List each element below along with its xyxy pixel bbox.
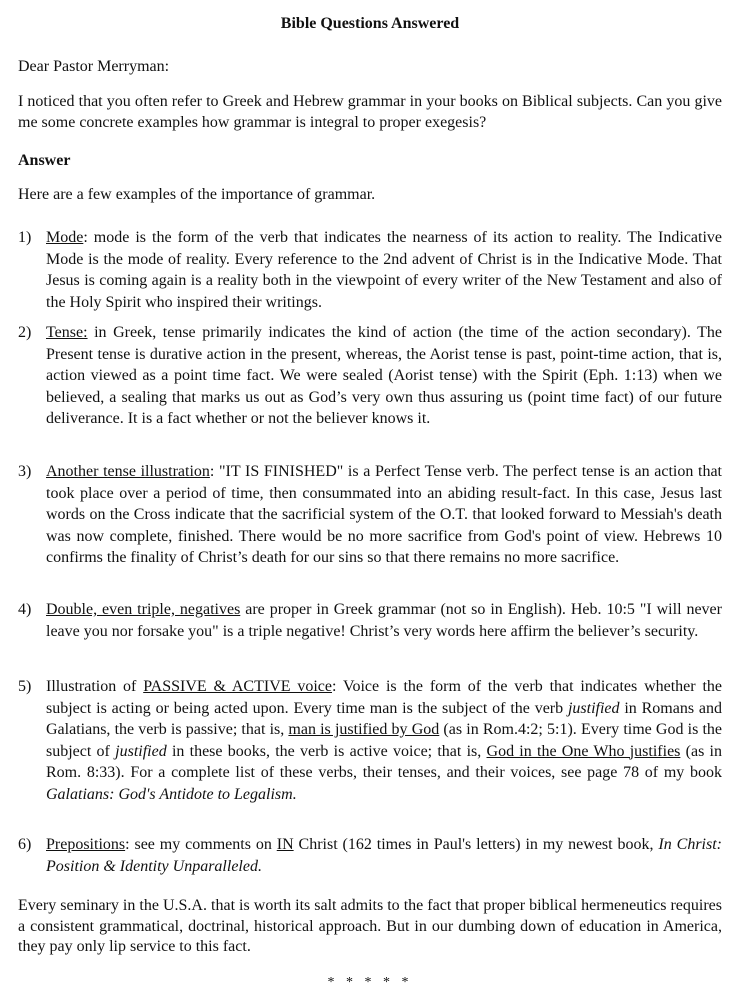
item-body: (as in Rom. 8:33). For a complete list of these verbs, their tenses, and their voices, see page 78 of my book	[46, 742, 722, 781]
salutation: Dear Pastor Merryman:	[18, 58, 170, 75]
list-item-text	[46, 227, 722, 313]
item-body: (as in Rom.4:2; 5:1). Every time God is the subject of	[46, 721, 723, 760]
term-tense-illustration: Another tense illustration	[46, 463, 210, 480]
intro-paragraph: Here are a few examples of the importance of grammar.	[18, 186, 376, 203]
list-item-text	[46, 676, 722, 805]
item-body: : Voice is the form of the verb that indicates whether the subject is acting or being acted upon. Every time man is the subject of the verb	[46, 678, 722, 717]
list-item-number: 6)	[18, 836, 32, 853]
book-title: Galatians: God's Antidote to Legalism.	[46, 785, 297, 803]
term-prepositions: Prepositions	[46, 836, 126, 853]
term-voice: PASSIVE & ACTIVE voice	[143, 678, 332, 695]
list-item-number: 3)	[18, 463, 32, 480]
question-paragraph: I noticed that you often refer to Greek and Hebrew grammar in your books on Biblical subjects. Can you give me some concrete examples how grammar is integral to proper exegesis?	[18, 93, 722, 131]
page-title: Bible Questions Answered	[280, 15, 460, 32]
item-body: in Greek, tense primarily indicates the kind of action (the time of the action secondary). The Present tense is durative action in the present, whereas, the Aorist tense is past, point-time action, that is, action viewed as a point time fact. We were sealed (Aorist tense) with the Spirit (Eph. 1:13) when we believed, a sealing that marks us out as God’s very own thus assuring us (point time fact) of our future deliverance. It is a fact whether or not the believer knows it.	[46, 324, 722, 427]
item-body: Illustration of	[46, 678, 144, 695]
list-item-text	[46, 461, 722, 569]
item-body: : see my comments on	[125, 836, 277, 853]
list-item-number: 1)	[18, 229, 32, 246]
item-body: Christ (162 times in Paul's letters) in my newest book,	[293, 836, 659, 853]
term-tense: Tense:	[46, 324, 88, 341]
list-item-text	[46, 322, 722, 430]
term-negatives: Double, even triple, negatives	[46, 601, 241, 618]
list-item-tense-illustration	[18, 461, 722, 569]
item-body: in Romans and Galatians, the verb is passive; that is,	[46, 699, 722, 738]
italic-term: justified	[115, 742, 167, 760]
underlined-phrase: God in the One Who justifies	[486, 742, 681, 760]
term-mode: Mode	[46, 229, 84, 246]
item-body: are proper in Greek grammar (not so in English). Heb. 10:5 "I will never leave you nor forsake you" is a triple negative! Christ’s very words here affirm the believer’s security.	[46, 601, 722, 640]
end-mark: * * * * *	[327, 975, 413, 990]
underlined-phrase: man is justified by God	[288, 721, 440, 738]
list-item-number: 4)	[18, 601, 32, 618]
item-body: in these books, the verb is active voice; that is,	[166, 742, 487, 760]
list-item-mode	[18, 227, 722, 313]
list-item-tense	[18, 322, 722, 430]
item-body: : mode is the form of the verb that indicates the nearness of its action to reality. The Indicative Mode is the mode of reality. Every reference to the 2nd advent of Christ is in the Indicative Mode. That Jesus is coming again is a reality both in the viewpoint of every writer of the New Testament and also of the Holy Spirit who inspired their writings.	[46, 229, 722, 311]
list-item-prepositions	[18, 834, 722, 877]
list-item-text	[46, 834, 722, 877]
italic-term: justified	[567, 699, 620, 717]
list-item-negatives	[18, 599, 722, 642]
list-item-voice	[18, 676, 722, 805]
list-item-number: 5)	[18, 678, 32, 695]
list-item-number: 2)	[18, 324, 32, 341]
list-item-text	[46, 599, 722, 642]
answer-heading: Answer	[18, 152, 71, 169]
item-body: : "IT IS FINISHED" is a Perfect Tense verb. The perfect tense is an action that took place over a period of time, then consummated into an abiding result-fact. In this case, Jesus last words on the Cross indicate that the sacrificial system of the O.T. that looked forward to Messiah's death was now complete, finished. There would be no more sacrifice from God's point of view. Hebrews 10 confirms the finality of Christ’s death for our sins so that there remains no more sacrifice.	[46, 463, 722, 566]
book-title: In Christ: Position & Identity Unparalleled.	[46, 836, 722, 875]
underlined-phrase: IN	[276, 836, 294, 853]
closing-paragraph: Every seminary in the U.S.A. that is worth its salt admits to the fact that proper biblical hermeneutics requires a consistent grammatical, doctrinal, historical approach. But in our dumbing down of education in America, they pay only lip service to this fact.	[18, 897, 722, 955]
